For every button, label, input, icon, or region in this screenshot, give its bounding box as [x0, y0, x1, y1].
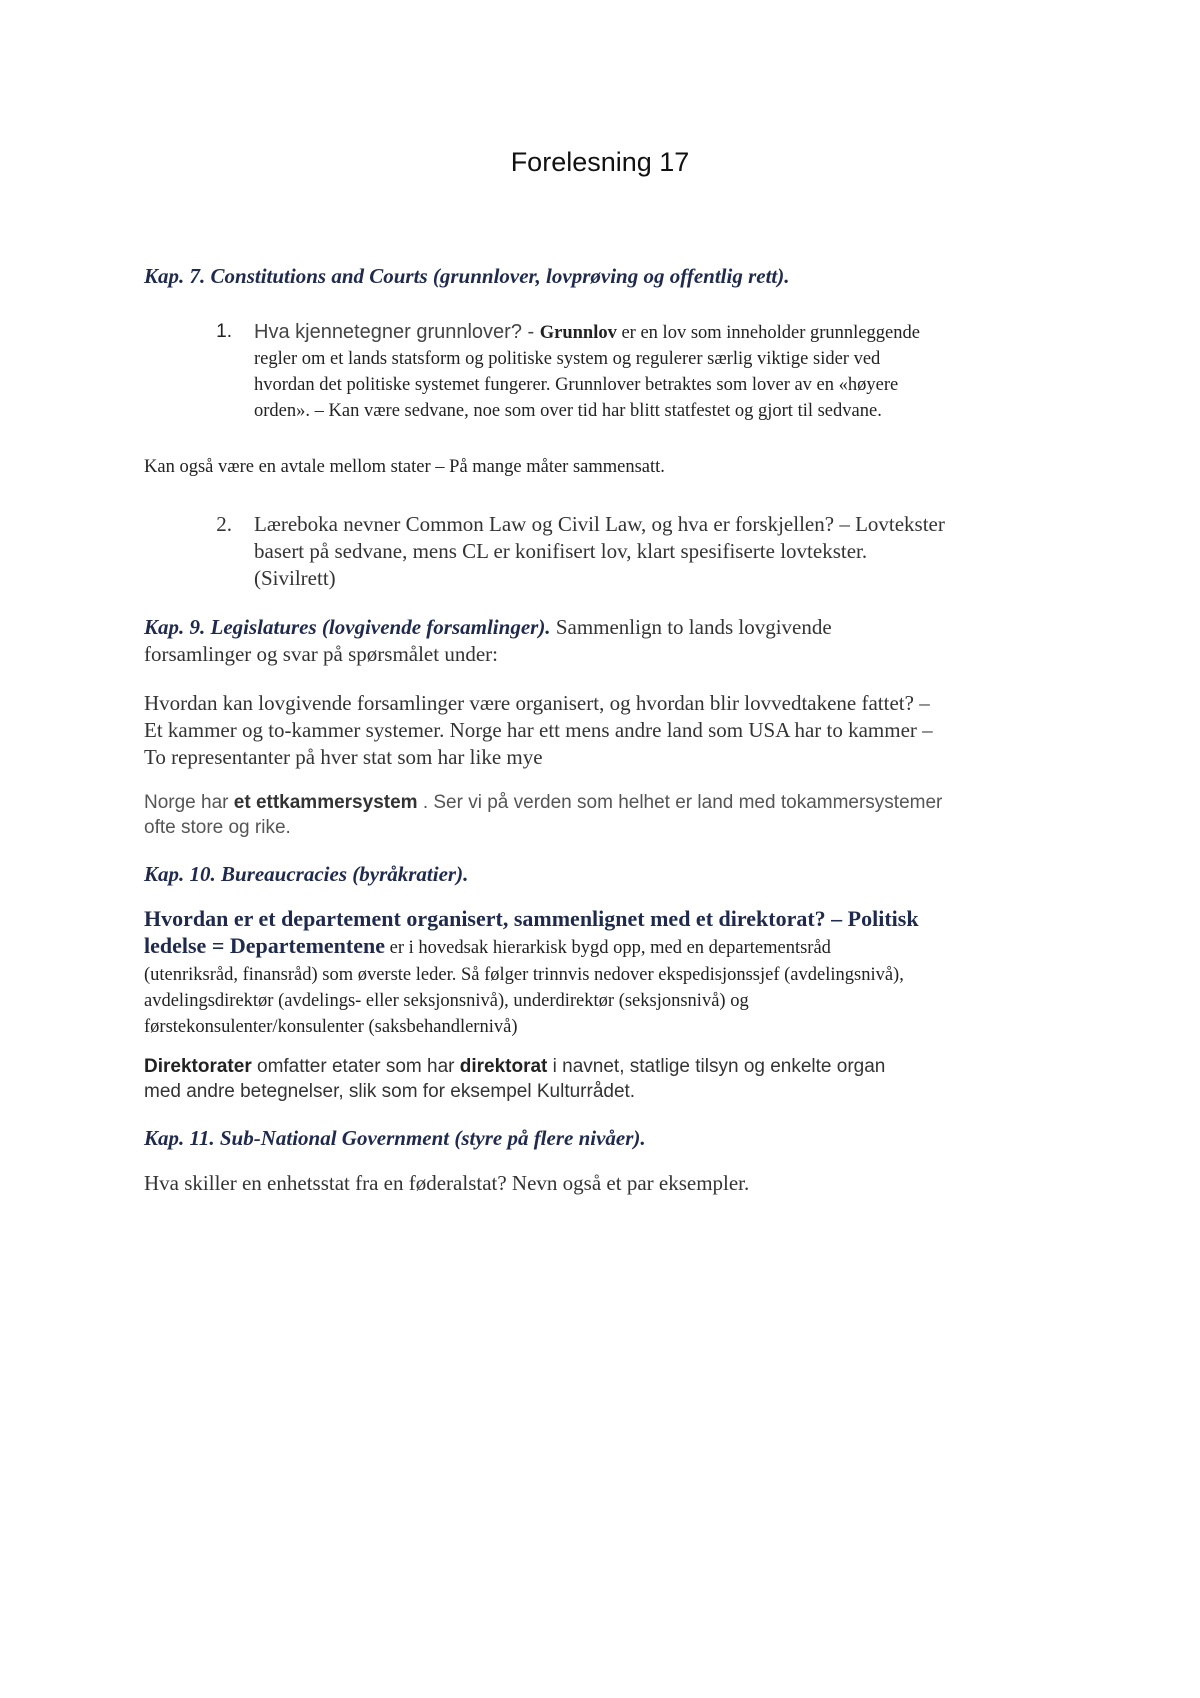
- dir-line2: med andre betegnelser, slik som for eksempel Kulturrådet.: [144, 1081, 636, 1102]
- heading-kap11: Kap. 11. Sub-National Government (styre på flere nivåer).: [144, 1126, 646, 1150]
- list-number-2: 2.: [216, 512, 232, 536]
- kap10-question-line2-rest: er i hovedsak hierarkisk bygd opp, med en departementsråd: [385, 938, 831, 958]
- kap9-intro-line2: forsamlinger og svar på spørsmålet under:: [144, 642, 498, 666]
- kap10-line4: avdelingsdirektør (avdelings- eller seksjonsnivå), underdirektør (seksjonsnivå) og: [144, 991, 749, 1011]
- item2-line2: basert på sedvane, mens CL er konifisert lov, klart spesifiserte lovtekster.: [254, 539, 868, 563]
- kap10-question-line1: Hvordan er et departement organisert, sammenlignet med et direktorat? – Politisk: [144, 906, 919, 931]
- kap10-question: [144, 905, 1104, 1040]
- page-title: Forelesning 17: [510, 147, 690, 177]
- kap7-note: Kan også være en avtale mellom stater – På mange måter sammensatt.: [144, 457, 665, 477]
- heading-kap7: Kap. 7. Constitutions and Courts (grunnlover, lovprøving og offentlig rett).: [144, 264, 790, 288]
- kap9-para-line3: To representanter på hver stat som har like mye: [144, 745, 543, 769]
- kap9-note-bold: et ettkammersystem: [233, 792, 418, 813]
- list-item-2: [254, 511, 1104, 592]
- kap9-para-line2: Et kammer og to-kammer systemer. Norge har ett mens andre land som USA har to kammer –: [144, 718, 933, 742]
- kap10-line3: (utenriksråd, finansråd) som øverste leder. Så følger trinnvis nedover ekspedisjonssjef (avdelingsnivå),: [144, 965, 904, 985]
- item2-line3: (Sivilrett): [254, 566, 336, 590]
- list-item-1: [254, 319, 1104, 424]
- kap10-question-line2-bold: ledelse = Departementene: [144, 933, 386, 958]
- kap10-line5: førstekonsulenter/konsulenter (saksbehandlernivå): [144, 1017, 518, 1037]
- kap9-note-rest: . Ser vi på verden som helhet er land med tokammersystemer: [417, 792, 943, 813]
- kap9-note-start: Norge har: [144, 792, 234, 813]
- item1-line2: regler om et lands statsform og politiske system og regulerer særlig viktige sider ved: [254, 349, 881, 369]
- dir-term: Direktorater: [144, 1056, 252, 1077]
- item1-line4: orden». – Kan være sedvane, noe som over tid har blitt statfestet og gjort til sedvane.: [254, 401, 882, 421]
- dir-mid: omfatter etater som har: [251, 1056, 460, 1077]
- heading-kap9: Kap. 9. Legislatures (lovgivende forsamlinger).: [144, 615, 551, 639]
- heading-kap10: Kap. 10. Bureaucracies (byråkratier).: [144, 862, 469, 886]
- item1-term: Grunnlov: [539, 323, 617, 343]
- kap10-direktorater: [144, 1054, 1104, 1104]
- item1-line3: hvordan det politiske systemet fungerer. Grunnlover betraktes som lover av en «høyere: [254, 375, 899, 395]
- kap9-intro-rest: Sammenlign to lands lovgivende: [550, 615, 832, 639]
- kap9-para-line1: Hvordan kan lovgivende forsamlinger være organisert, og hvordan blir lovvedtakene fattet? –: [144, 691, 930, 715]
- kap9-paragraph: [144, 690, 1104, 771]
- item1-line1-rest: er en lov som inneholder grunnleggende: [616, 323, 920, 343]
- kap9-note-line2: ofte store og rike.: [144, 817, 291, 838]
- item2-line1: Læreboka nevner Common Law og Civil Law, og hva er forskjellen? – Lovtekster: [254, 512, 945, 536]
- kap9-note: [144, 790, 1104, 840]
- kap11-question: Hva skiller en enhetsstat fra en føderalstat? Nevn også et par eksempler.: [144, 1171, 750, 1195]
- list-number-1: 1.: [216, 321, 232, 342]
- kap9-block: [144, 614, 1104, 668]
- item1-question: Hva kjennetegner grunnlover? -: [254, 321, 540, 343]
- dir-rest: i navnet, statlige tilsyn og enkelte organ: [547, 1056, 886, 1077]
- dir-term2: direktorat: [459, 1056, 548, 1077]
